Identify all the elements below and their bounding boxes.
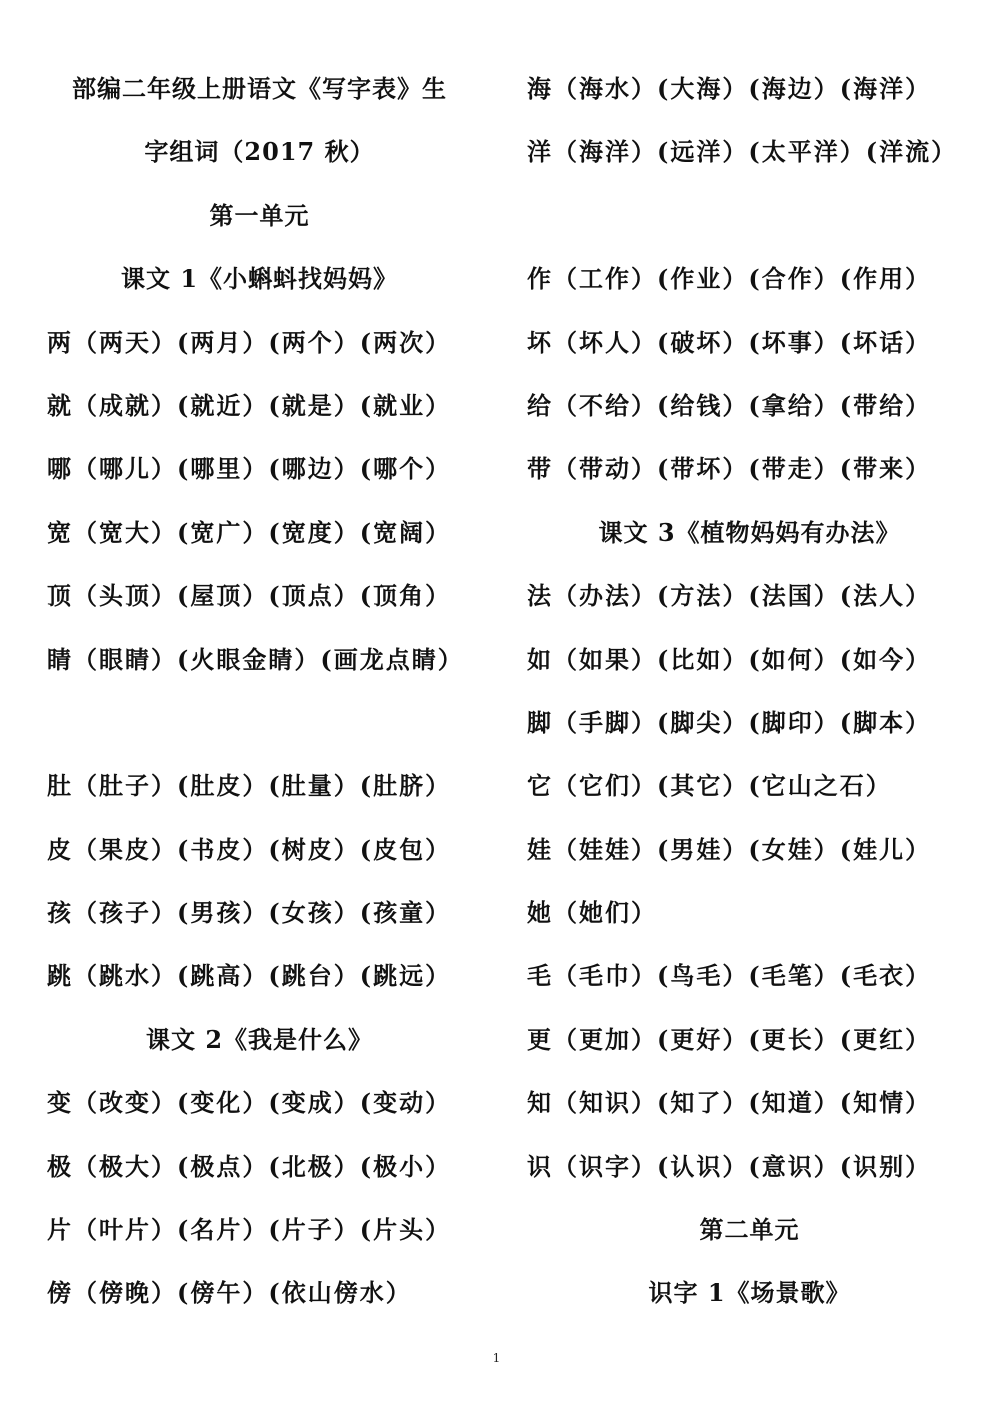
- right-word-entry: 它（它们）(其它）(它山之石）: [527, 771, 892, 801]
- left-unit-heading: 第一单元: [209, 200, 310, 230]
- left-lesson-heading: 课文 2《我是什么》: [145, 1024, 374, 1054]
- left-word-entry: 顶（头顶）(屋顶）(顶点）(顶角）: [47, 581, 452, 611]
- right-word-entry: 知（知识）(知了）(知道）(知情）: [527, 1088, 932, 1118]
- left-word-entry: 极（极大）(极点）(北极）(极小）: [47, 1151, 452, 1181]
- right-word-entry: 海（海水）(大海）(海边）(海洋）: [527, 74, 932, 103]
- left-word-entry: 肚（肚子）(肚皮）(肚量）(肚脐）: [47, 771, 452, 801]
- left-word-entry: 皮（果皮）(书皮）(树皮）(皮包）: [47, 834, 452, 864]
- left-word-entry: 就（成就）(就近）(就是）(就业）: [47, 390, 452, 420]
- page-number: 1: [492, 1351, 501, 1365]
- left-word-entry: 两（两天）(两月）(两个）(两次）: [47, 327, 452, 357]
- right-word-entry: 洋（海洋）(远洋）(太平洋）(洋流）: [527, 137, 958, 167]
- left-word-entry: 宽（宽大）(宽广）(宽度）(宽阔）: [47, 517, 452, 547]
- right-word-entry: 作（工作）(作业）(合作）(作用）: [527, 264, 932, 294]
- right-word-entry: 如（如果）(比如）(如何）(如今）: [527, 644, 932, 674]
- right-word-entry: 给（不给）(给钱）(拿给）(带给）: [527, 390, 932, 420]
- left-lesson-heading: 课文 1《小蝌蚪找妈妈》: [120, 264, 399, 294]
- right-unit-heading: 第二单元: [699, 1215, 800, 1245]
- left-word-entry: 睛（眼睛）(火眼金睛）(画龙点睛）: [47, 644, 464, 674]
- right-word-entry: 娃（娃娃）(男娃）(女娃）(娃儿）: [527, 834, 932, 864]
- right-word-entry: 带（带动）(带坏）(带走）(带来）: [527, 454, 932, 484]
- left-word-entry: 变（改变）(变化）(变成）(变动）: [47, 1088, 452, 1118]
- right-word-entry: 脚（手脚）(脚尖）(脚印）(脚本）: [527, 707, 932, 737]
- right-word-entry: 她（她们）: [527, 898, 657, 928]
- right-column: [527, 57, 972, 1325]
- right-blank-line: [527, 184, 972, 247]
- right-lesson-heading: 识字 1《场景歌》: [648, 1278, 851, 1308]
- left-word-entry: 哪（哪儿）(哪里）(哪边）(哪个）: [47, 454, 452, 484]
- left-document-title-line: 字组词（2017 秋）: [144, 137, 375, 167]
- left-word-entry: 片（叶片）(名片）(片子）(片头）: [47, 1215, 452, 1245]
- left-word-entry: 傍（傍晚）(傍午）(依山傍水）: [47, 1278, 412, 1308]
- right-lesson-heading: 课文 3《植物妈妈有办法》: [598, 517, 901, 547]
- left-word-entry: 孩（孩子）(男孩）(女孩）(孩童）: [47, 898, 452, 928]
- right-word-entry: 识（识字）(认识）(意识）(识别）: [527, 1151, 932, 1181]
- right-word-entry: 更（更加）(更好）(更长）(更红）: [527, 1024, 932, 1054]
- left-document-title-line: 部编二年级上册语文《写字表》生: [72, 74, 447, 103]
- right-word-entry: 坏（坏人）(破坏）(坏事）(坏话）: [527, 327, 932, 357]
- right-word-entry: 毛（毛巾）(鸟毛）(毛笔）(毛衣）: [527, 961, 932, 991]
- left-blank-line: [47, 691, 472, 754]
- left-word-entry: 跳（跳水）(跳高）(跳台）(跳远）: [47, 961, 452, 991]
- left-column: [47, 57, 472, 1325]
- right-word-entry: 法（办法）(方法）(法国）(法人）: [527, 581, 932, 611]
